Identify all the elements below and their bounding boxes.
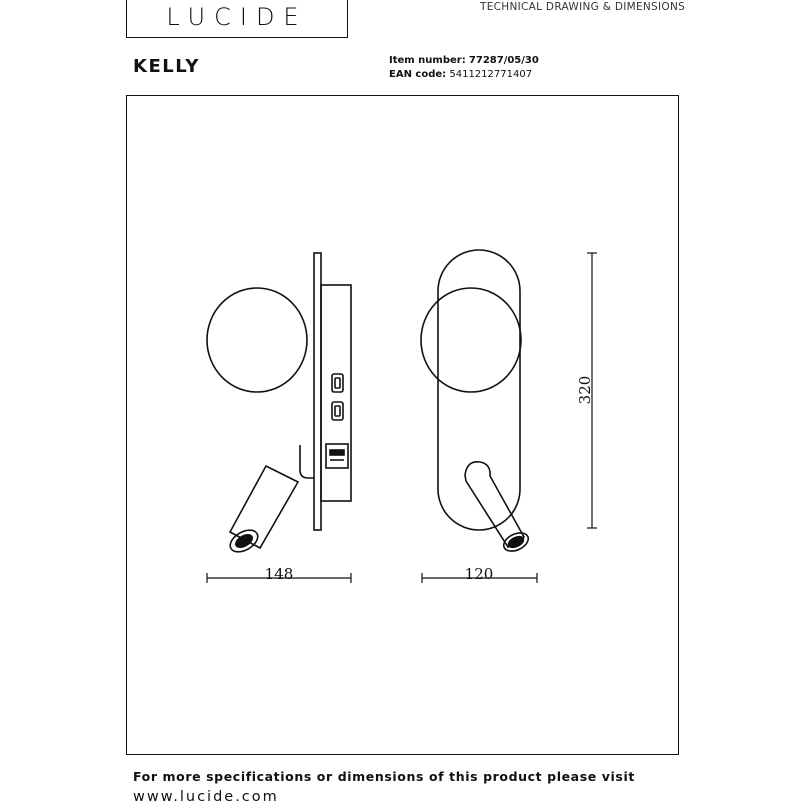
footer-note: For more specifications or dimensions of this product please visit — [133, 769, 635, 784]
item-number-value: 77287/05/30 — [468, 55, 539, 66]
front-view — [421, 250, 531, 555]
brand-name: LUCIDE — [166, 3, 308, 31]
side-view — [207, 253, 351, 556]
dim-height-label: 320 — [576, 375, 594, 405]
front-globe-shade — [421, 288, 521, 392]
side-usb-port-mid — [332, 402, 343, 420]
dimension-lines — [207, 253, 597, 583]
side-switch-inner — [330, 450, 344, 455]
side-switch — [326, 444, 348, 468]
side-reading-arm-body — [230, 466, 298, 548]
side-usb-port-top — [332, 374, 343, 392]
ean-label: EAN code: — [389, 69, 447, 80]
side-globe-shade — [207, 288, 307, 392]
side-usb-port-top-inner — [335, 378, 340, 388]
dim-front-width-label: 120 — [464, 565, 494, 583]
product-name: KELLY — [133, 56, 200, 77]
side-reading-arm-joint — [300, 445, 314, 478]
footer-url[interactable]: www.lucide.com — [133, 789, 279, 805]
side-usb-port-mid-inner — [335, 406, 340, 416]
ean-value: 5411212771407 — [449, 69, 533, 80]
side-wall-plate — [314, 253, 321, 530]
section-title: TECHNICAL DRAWING & DIMENSIONS — [480, 1, 686, 13]
item-number-label: Item number: — [389, 55, 466, 66]
dim-side-width-label: 148 — [264, 565, 294, 583]
